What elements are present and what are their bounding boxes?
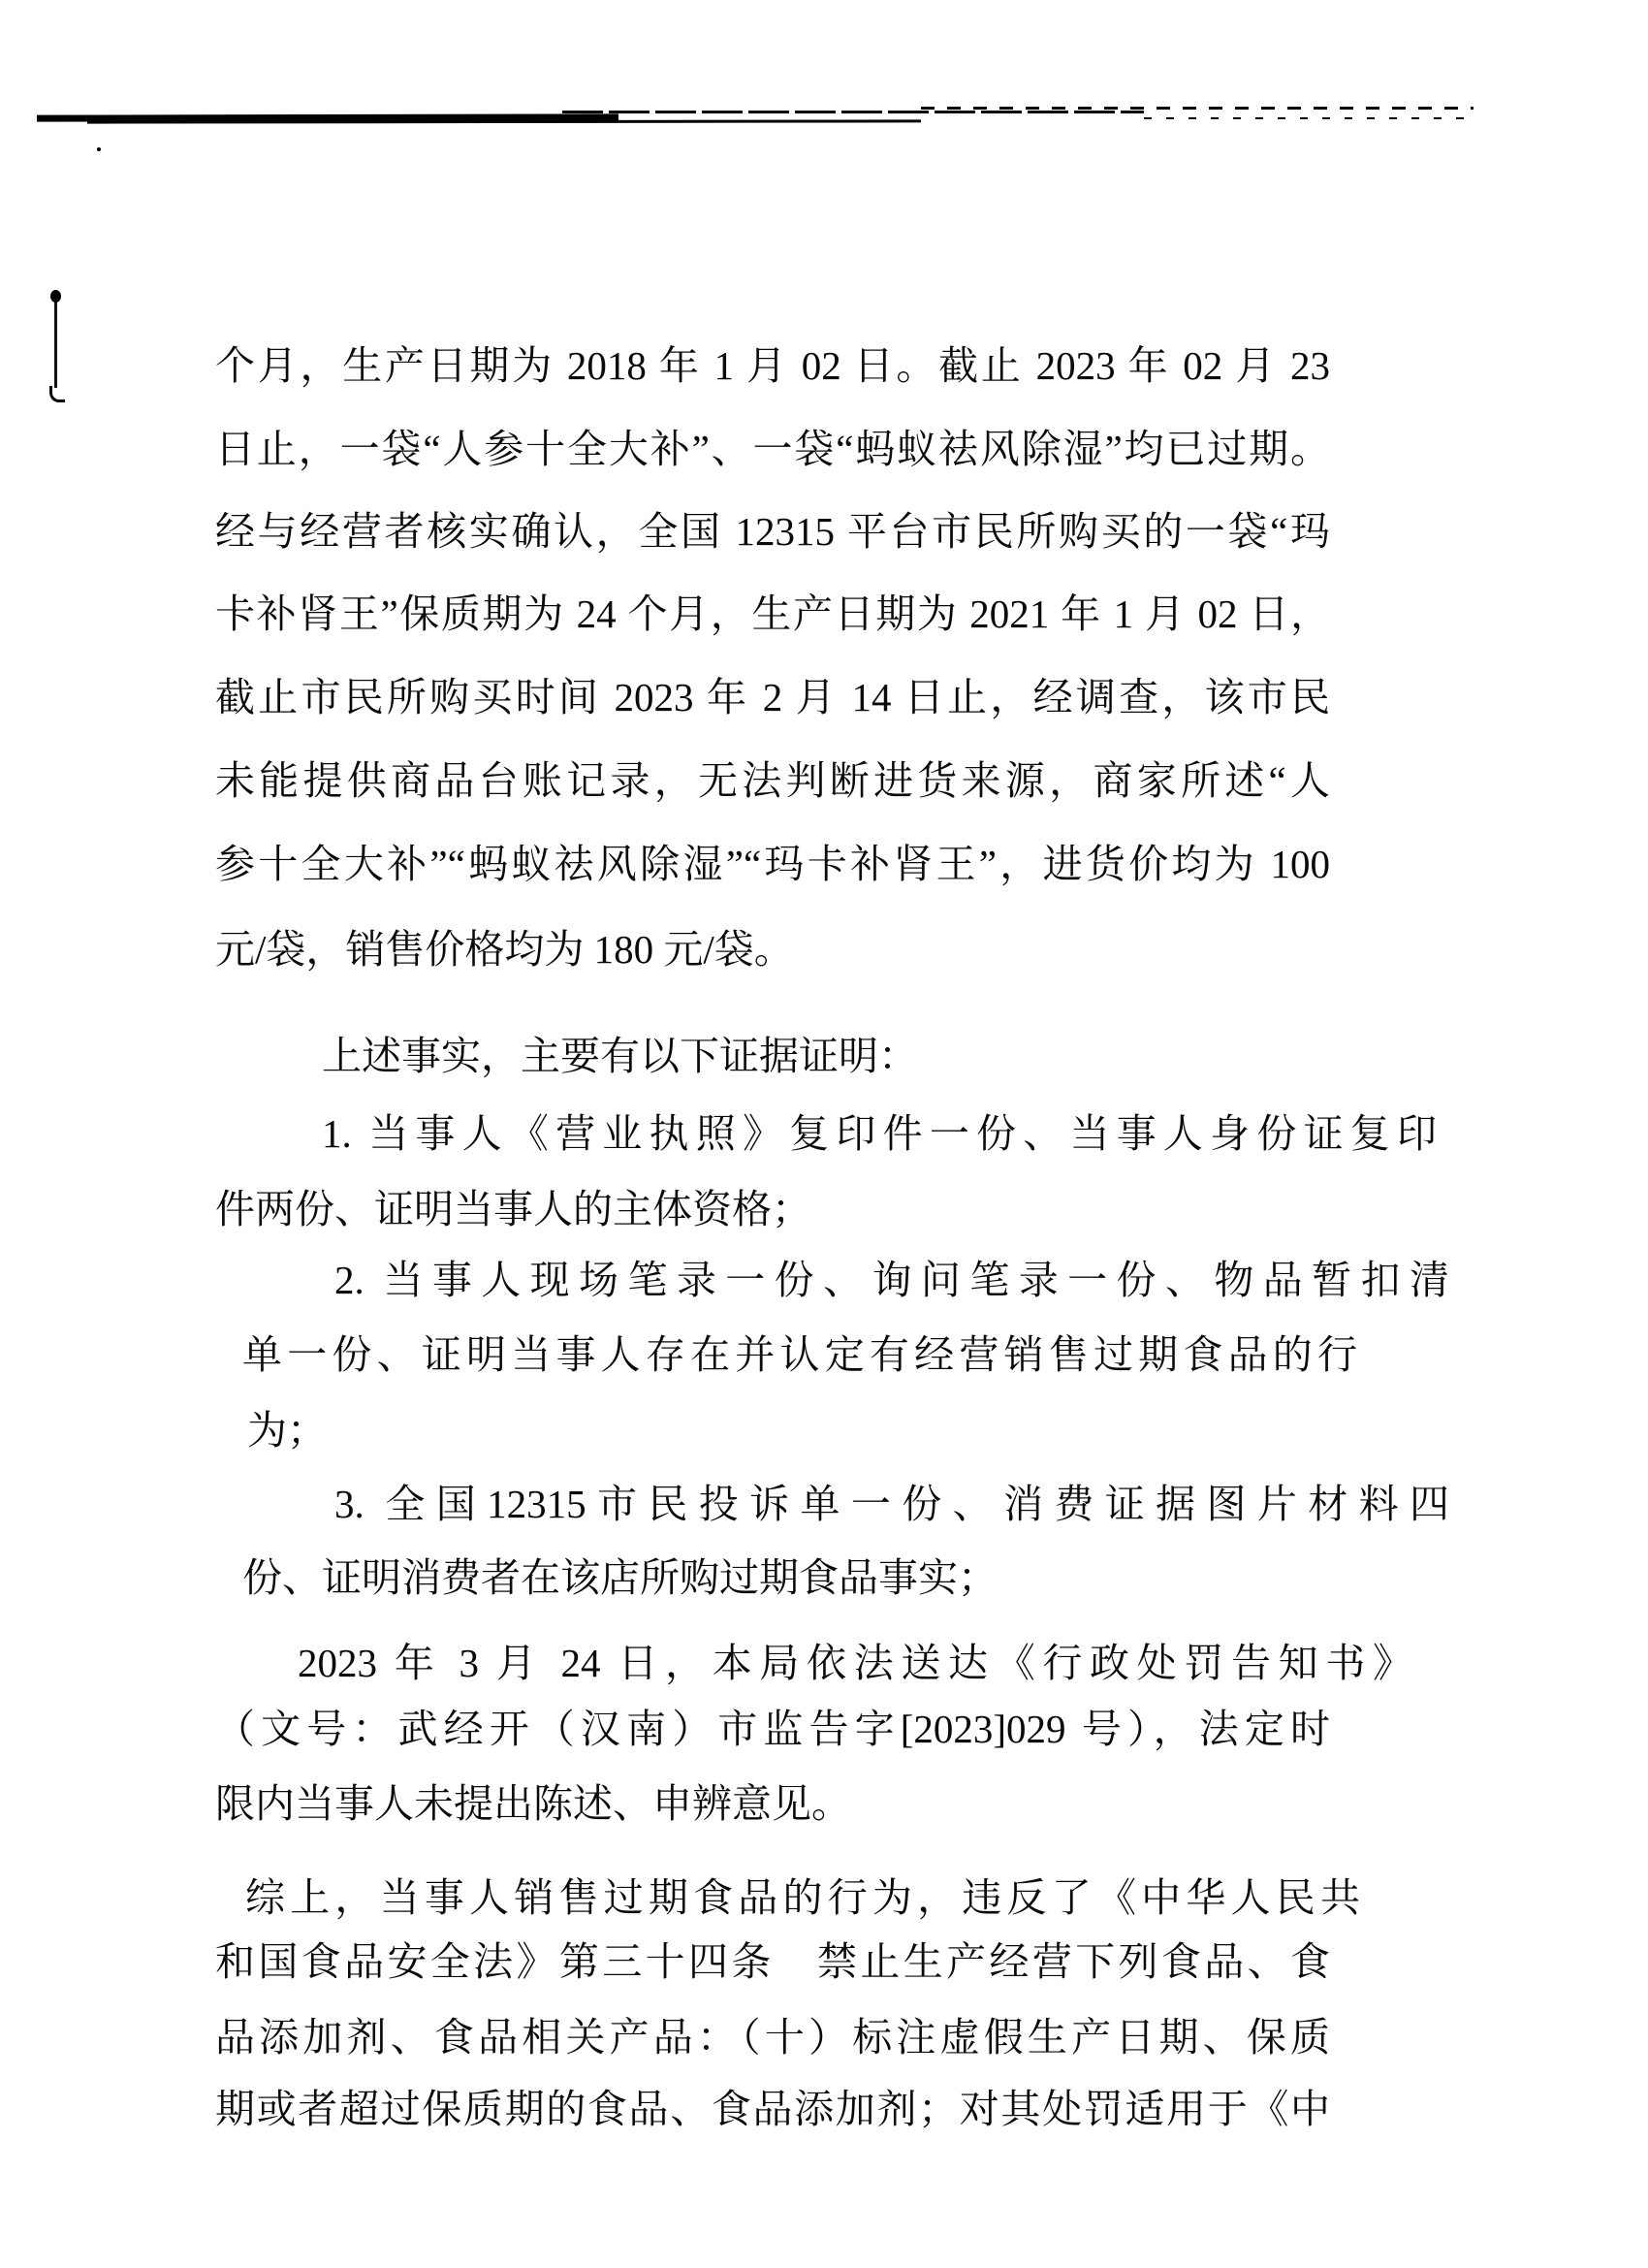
text-line: 上述事实，主要有以下证据证明： bbox=[322, 1034, 918, 1078]
text-line: 限内当事人未提出陈述、申辨意见。 bbox=[215, 1781, 851, 1826]
text-line: 卡补肾王”保质期为 24 个月，生产日期为 2021 年 1 月 02 日， bbox=[215, 591, 1330, 636]
text-line: 2. 当事人现场笔录一份、询问笔录一份、物品暂扣清 bbox=[334, 1258, 1449, 1302]
text-line: 2023 年 3 月 24 日，本局依法送达《行政处罚告知书》 bbox=[298, 1641, 1412, 1685]
text-line: （文号：武经开（汉南）市监告字[2023]029 号），法定时 bbox=[215, 1707, 1330, 1751]
text-line: 单一份、证明当事人存在并认定有经营销售过期食品的行 bbox=[242, 1332, 1357, 1377]
pen-mark-hook bbox=[49, 386, 65, 402]
text-line: 综上，当事人销售过期食品的行为，违反了《中华人民共 bbox=[245, 1875, 1360, 1920]
scan-line-artifact bbox=[87, 119, 921, 123]
text-line: 为； bbox=[247, 1408, 327, 1453]
text-line: 未能提供商品台账记录，无法判断进货来源，商家所述“人 bbox=[215, 758, 1330, 803]
text-line: 个月，生产日期为 2018 年 1 月 02 日。截止 2023 年 02 月 23 bbox=[215, 343, 1330, 388]
ink-speck bbox=[97, 147, 101, 151]
text-line: 件两份、证明当事人的主体资格； bbox=[215, 1187, 811, 1231]
text-line: 参十全大补”“蚂蚁祛风除湿”“玛卡补肾王”，进货价均为 100 bbox=[215, 842, 1330, 886]
scan-line-artifact bbox=[921, 107, 1474, 110]
text-line: 截止市民所购买时间 2023 年 2 月 14 日止，经调查，该市民 bbox=[215, 675, 1330, 719]
pen-mark-stem bbox=[54, 301, 57, 388]
text-line: 和国食品安全法》第三十四条 禁止生产经营下列食品、食 bbox=[215, 1939, 1330, 1984]
text-line: 品添加剂、食品相关产品：（十）标注虚假生产日期、保质 bbox=[215, 2015, 1330, 2060]
text-line: 1. 当事人《营业执照》复印件一份、当事人身份证复印 bbox=[322, 1111, 1437, 1156]
text-line: 期或者超过保质期的食品、食品添加剂；对其处罚适用于《中 bbox=[215, 2087, 1330, 2131]
text-line: 元/袋，销售价格均为 180 元/袋。 bbox=[215, 927, 794, 972]
text-line: 日止，一袋“人参十全大补”、一袋“蚂蚁祛风除湿”均已过期。 bbox=[215, 427, 1330, 471]
text-line: 经与经营者核实确认，全国 12315 平台市民所购买的一袋“玛 bbox=[215, 509, 1330, 554]
text-line: 3. 全国12315市民投诉单一份、消费证据图片材料四 bbox=[334, 1482, 1449, 1526]
text-line: 份、证明消费者在该店所购过期食品事实； bbox=[242, 1555, 998, 1600]
scan-line-artifact bbox=[562, 111, 1144, 113]
scan-line-artifact bbox=[1144, 117, 1474, 119]
